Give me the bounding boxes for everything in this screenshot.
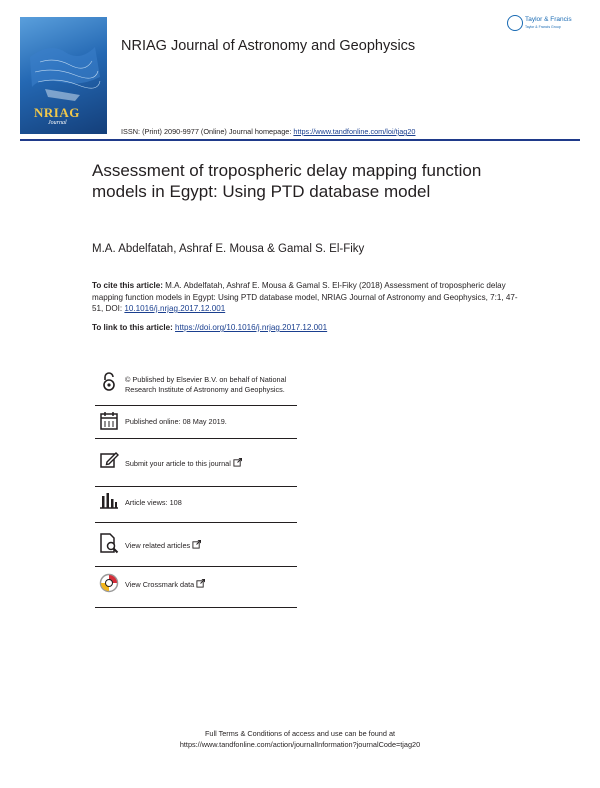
publisher-name: Taylor & Francis xyxy=(525,16,572,23)
cite-doi-link[interactable]: 10.1016/j.nrjag.2017.12.001 xyxy=(124,304,226,313)
cover-logo: NRIAG xyxy=(34,105,80,120)
journal-name: NRIAG Journal of Astronomy and Geophysics xyxy=(121,38,416,54)
submit-link[interactable] xyxy=(125,458,242,469)
divider xyxy=(95,607,297,608)
related-text: View related articles xyxy=(125,541,191,550)
crossmark-icon xyxy=(99,573,119,593)
publisher-logo-icon xyxy=(507,15,523,31)
external-link-icon xyxy=(192,540,201,549)
crossmark-link[interactable] xyxy=(125,579,205,590)
views-text: Article views: 108 xyxy=(125,498,182,507)
journal-cover-image xyxy=(20,17,107,149)
link-line xyxy=(92,323,327,332)
calendar-icon xyxy=(99,411,119,431)
divider xyxy=(95,522,297,523)
article-doi-link[interactable]: https://doi.org/10.1016/j.nrjag.2017.12.001 xyxy=(175,323,328,332)
article-authors: M.A. Abdelfatah, Ashraf E. Mousa & Gamal S. El-Fiky xyxy=(92,243,365,255)
publisher-logo[interactable] xyxy=(507,15,587,35)
cite-text: M.A. Abdelfatah, Ashraf E. Mousa & Gamal S. El-Fiky (2018) Assessment of tropospheric delay mapping function models in Egypt: Using PTD database model, NRIAG Journal of Astronomy and Geophysics, 7:1, 47-51, DOI: xyxy=(92,281,518,313)
footer-terms: Full Terms & Conditions of access and use can be found at xyxy=(204,729,396,738)
open-access-text: © Published by Elsevier B.V. on behalf of National Research Institute of Astronomy and Geophysics. xyxy=(125,375,287,394)
article-title: Assessment of tropospheric delay mapping function models in Egypt: Using PTD database model xyxy=(92,161,482,201)
cover-subtitle: Journal xyxy=(48,120,67,126)
views-row xyxy=(95,486,297,522)
related-link[interactable] xyxy=(125,540,201,551)
crossmark-text: View Crossmark data xyxy=(125,580,195,589)
published-text: Published online: 08 May 2019. xyxy=(125,417,227,426)
open-access-icon xyxy=(99,372,119,392)
link-label: To link to this article: xyxy=(92,323,176,332)
open-access-row xyxy=(95,370,297,406)
crossmark-row[interactable] xyxy=(95,567,297,609)
cover-year: 2017 xyxy=(64,143,76,149)
external-link-icon xyxy=(233,458,242,467)
submit-text: Submit your article to this journal xyxy=(125,459,231,468)
issn-text: ISSN: (Print) 2090-9977 (Online) Journal homepage: xyxy=(121,127,294,136)
divider xyxy=(95,438,297,439)
edit-icon xyxy=(99,450,119,470)
related-row[interactable] xyxy=(95,525,297,567)
citation-block xyxy=(92,280,522,315)
journal-homepage-link[interactable]: https://www.tandfonline.com/loi/tjag20 xyxy=(293,127,416,136)
published-row xyxy=(95,406,297,439)
external-link-icon xyxy=(196,579,205,588)
cite-label: To cite this article: xyxy=(92,281,163,290)
publisher-tagline: Taylor & Francis Group xyxy=(525,25,561,29)
bar-chart-icon xyxy=(99,490,119,510)
footer-terms-link[interactable]: https://www.tandfonline.com/action/journalInformation?journalCode=tjag20 xyxy=(179,740,421,749)
header-rule xyxy=(20,139,580,141)
submit-row[interactable] xyxy=(95,446,297,488)
related-articles-icon xyxy=(99,533,119,553)
issn-line xyxy=(121,127,415,136)
